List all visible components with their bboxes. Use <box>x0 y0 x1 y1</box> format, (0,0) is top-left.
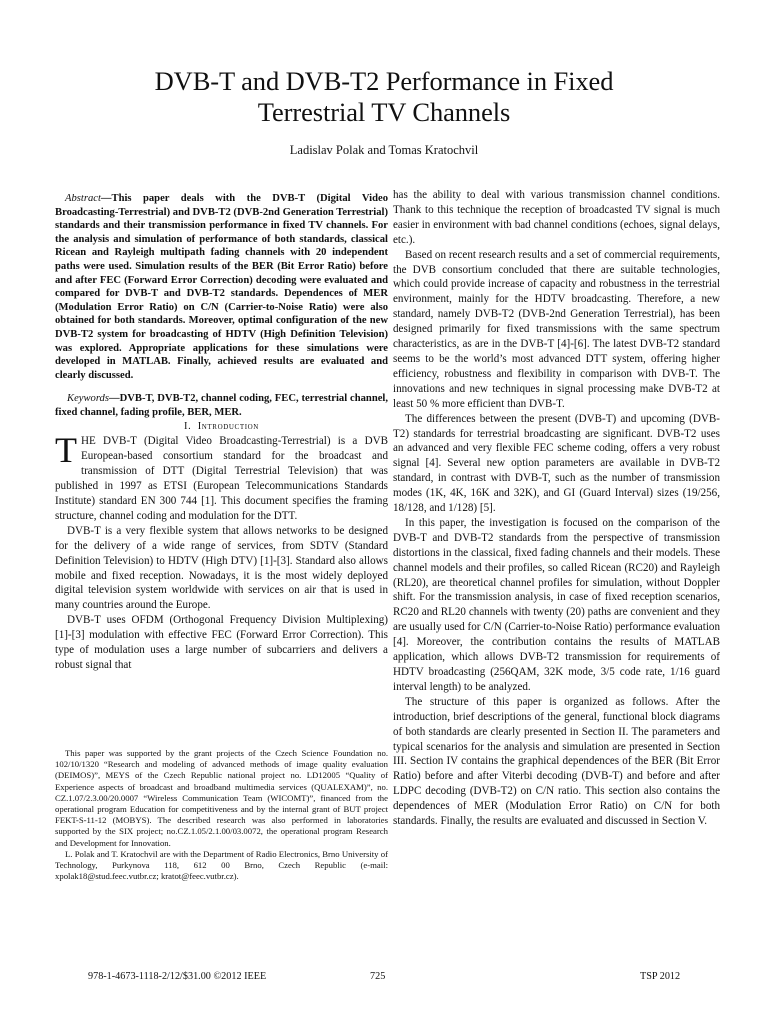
intro-paragraph-2: DVB-T is a very flexible system that allows networks to be designed for the delivery of a wide range of services, from SDTV (Standard Definition Television) to HDTV (High DTV) [1]-[3]. Standard also allows mobile and fixed reception. Nowadays, it is the most widely deployed digital television system worldwide with services on air that is used in many countries around the Europe. <box>55 524 388 612</box>
section-title: Introduction <box>197 420 259 432</box>
drop-cap: T <box>55 430 77 471</box>
footer-page-number: 725 <box>370 971 386 982</box>
footnote-affiliation: L. Polak and T. Kratochvil are with the Department of Radio Electronics, Brno University of Technology, Purkynova 118, 612 00 Brno, Czech Republic (e-mail: xpolak18@stud.feec.vutbr.cz; kratot@feec.vutbr.cz). <box>55 848 388 882</box>
paper-title <box>60 66 708 128</box>
section-heading-introduction <box>55 420 388 435</box>
right-paragraph-1: has the ability to deal with various transmission channel conditions. Thank to this technique the reception of broadcasted TV signal is much easier in environment with bad channel conditions (echoes, signal delays, etc.). <box>393 189 720 246</box>
footnote <box>55 748 388 882</box>
right-column <box>393 188 720 829</box>
right-paragraph-4: In this paper, the investigation is focused on the comparison of the DVB-T and DVB-T2 standards from the perspective of transmission distortions in the classical, fixed fading channels and their models. These channel models and their profiles, so called Ricean (RC20) and Rayleigh (RL20), are theoretical channel profiles for simulation, without Doppler shift. For the transmission analysis, in case of fixed reception scenarios, RC20 and RL20 channels with twenty (20) paths are convenient and they are usually used for C/N (Carrier-to-Noise Ratio) performance evaluation [4]. Moreover, the contribution contains the results of MATLAB application, which allows DVB-T2 transmission for requirements of HDTV broadcasting (256QAM, 32K mode, 3/5 code rate, 1/16 guard interval length) to be analyzed. <box>393 516 720 693</box>
footnote-funding: This paper was supported by the grant projects of the Czech Science Foundation no. 102/10/1320 “Research and modeling of advanced methods of image quality evaluation (DEIMOS)”, MEYS of the Czech Republic national project no. LD12005 “Quality of Experience aspects of broadcast and broadband multimedia services (QUALEXAM)”, no. CZ.1.07/2.3.00/20.0007 “Wireless Communication Team (WICOMT)”, financed from the operational program Education for competitiveness and by the internal grant of BUT project FEKT-S-11-12 (MOBYS). The described research was also performed in laboratories supported by the SIX project; no.CZ.1.05/2.1.00/03.0072, the operational program Research and Development for Innovation. <box>55 748 388 848</box>
abstract <box>55 192 388 382</box>
intro-paragraph-1-text: HE DVB-T (Digital Video Broadcasting-Terrestrial) is a DVB European-based consortium standard for the broadcast and transmission of DTT (Digital Terrestrial Television) that was published in 1997 as ETSI (European Telecommunications Standards Institute) standard EN 300 744 [1]. This document specifies the framing structure, channel coding and modulation for the DTT. <box>55 435 388 522</box>
right-paragraph-5: The structure of this paper is organized as follows. After the introduction, brief descriptions of the general, functional block diagrams of both standards are clearly presented in Section II. The parameters and typical scenarios for the analysis and simulation are presented in Section III. Section IV contains the graphical dependences of the BER (Bit Error Ratio) before and after Viterbi decoding (DVB-T) and before and after LDPC decoding (DVB-T2) on C/N ratio. This section also contains the dependences of MER (Modulation Error Ratio) on C/N for both standards. Finally, the results are evaluated and discussed in Section V. <box>393 695 720 828</box>
intro-paragraph-1 <box>55 430 388 523</box>
abstract-lead: Abstract <box>65 193 101 204</box>
footer-conference: TSP 2012 <box>640 971 681 982</box>
keywords-text: —DVB-T, DVB-T2, channel coding, FEC, terrestrial channel, fixed channel, fading profile, BER, MER. <box>55 393 388 418</box>
right-paragraph-3: The differences between the present (DVB-T) and upcoming (DVB-T2) standards for terrestrial broadcasting are significant. DVB-T2 uses an advanced and very flexible FEC scheme coding, offers a very robust signal [4]. Several new option parameters are available in DVB-T2 standard, in contrast with DVB-T, such as the number of transmission modes (1K, 4K, 16K and 32K), and GI (Guard Interval) sizes (19/256, 18/128, and 1/128) [5]. <box>393 412 720 515</box>
abstract-text: —This paper deals with the DVB-T (Digital Video Broadcasting-Terrestrial) and DVB-T2 (DVB-2nd Generation Terrestrial) standards and their transmission performance in fixed TV channels. For the analysis and simulation of performance of both standards, classical Ricean and Rayleigh multipath fading channels with 20 independent paths were used. Simulation results of the BER (Bit Error Ratio) before and after FEC (Forward Error Correction) decoding were evaluated and compared for DVB-T and DVB-T2 standards. Dependences of MER (Modulation Error Ratio) on C/N (Carrier-to-Noise Ratio) were also obtained for both standards. Moreover, optimal configuration of the new DVB-T2 system for broadcasting of HDTV (High Definition Television) was explored. Appropriate applications for these simulations were developed in MATLAB. Finally, achieved results are evaluated and clearly discussed. <box>55 193 389 381</box>
section-number: I. <box>184 420 192 432</box>
keywords <box>55 392 388 419</box>
title-line-2: Terrestrial TV Channels <box>257 97 511 127</box>
authors: Ladislav Polak and Tomas Kratochvil <box>289 143 479 157</box>
keywords-lead: Keywords <box>67 393 109 405</box>
left-column <box>55 192 388 673</box>
right-paragraph-2: Based on recent research results and a set of commercial requirements, the DVB consortium concluded that there are suitable technologies, which could provide increase of capacity and robustness in the terrestrial environment, mainly for the HDTV broadcasting. Therefore, a new standard, namely DVB-T2 (DVB-2nd Generation Terrestrial), has been designed primarily for fixed transmissions with the same spectrum characteristics, as are in the DVB-T [4]-[6]. The latest DVB-T2 standard seems to be the world’s most advanced DTT system, offering higher efficiency, robustness and flexibility in comparison with DVB-T. The innovations and new techniques in signal processing make DVB-T2 at least 50 % more efficient than DVB-T. <box>393 248 720 410</box>
title-line-1: DVB-T and DVB-T2 Performance in Fixed <box>154 66 614 96</box>
footer-isbn: 978-1-4673-1118-2/12/$31.00 ©2012 IEEE <box>88 971 267 982</box>
intro-paragraph-3: DVB-T uses OFDM (Orthogonal Frequency Division Multiplexing) [1]-[3] modulation with effective FEC (Forward Error Correction). This type of modulation uses a large number of subcarriers and delivers a robust signal that <box>55 614 388 671</box>
